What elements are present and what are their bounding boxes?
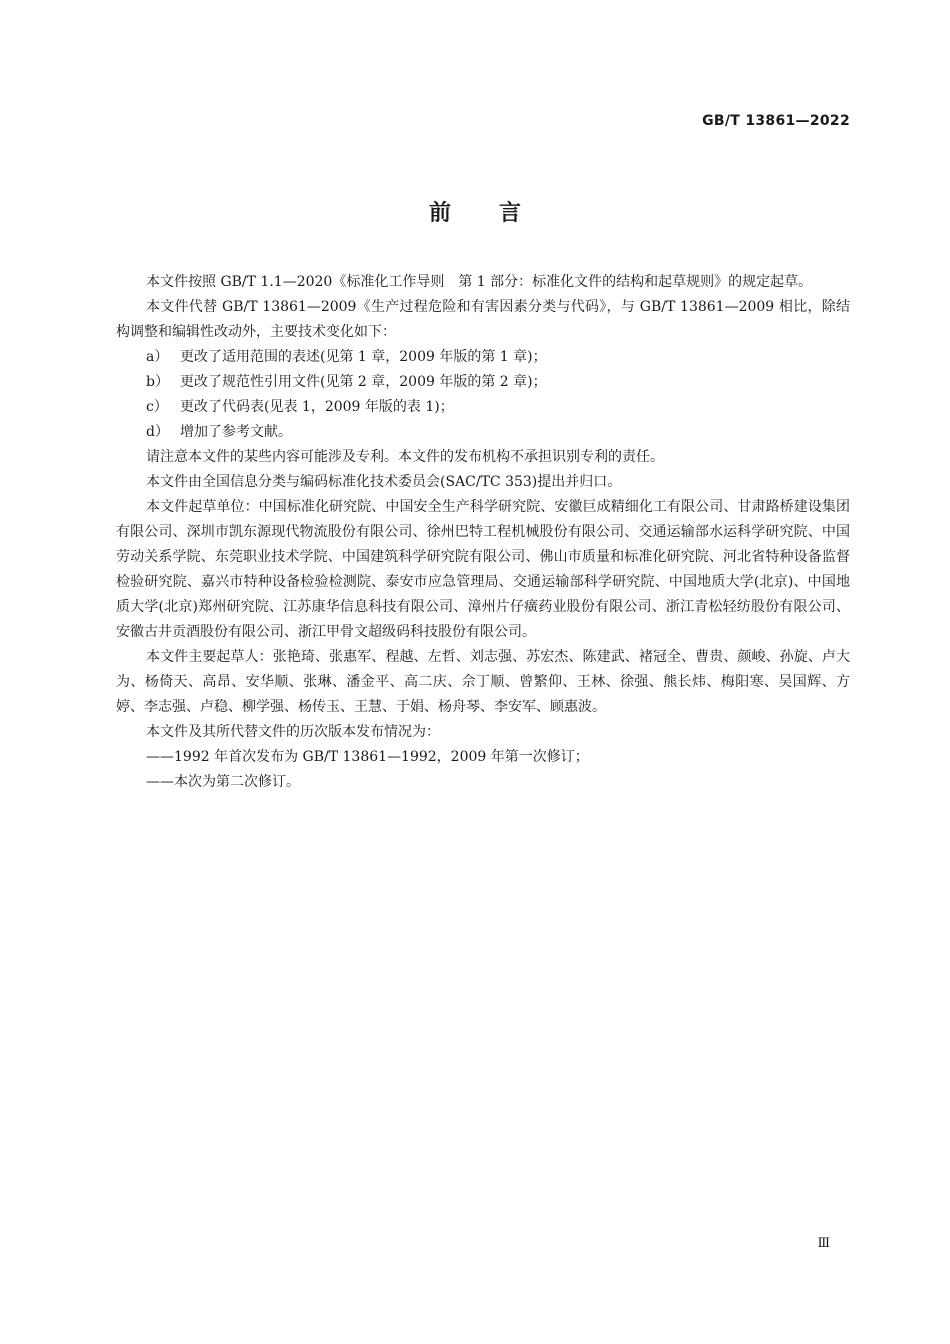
standard-code: GB/T 13861—2022 <box>702 113 850 129</box>
paragraph-drafters: 本文件主要起草人：张艳琦、张惠军、程越、左哲、刘志强、苏宏杰、陈建武、褚冠全、曹贵、颜峻、孙旋、卢大为、杨倚天、高昂、安华顺、张琳、潘金平、高二庆、佘丁顺、曾繁仰、王林、徐强、熊长炜、梅阳寒、吴国辉、方婷、李志强、卢稳、柳学强、杨传玉、王慧、于娟、杨舟琴、李安军、顾惠波。 <box>116 649 850 715</box>
list-item <box>116 345 850 370</box>
history-item: ——本次为第二次修订。 <box>146 774 300 790</box>
list-item-text: 更改了适用范围的表述(见第 1 章，2009 年版的第 1 章)； <box>180 349 547 365</box>
list-item-text: 更改了代码表(见表 1，2009 年版的表 1)； <box>180 399 454 415</box>
list-item-text: 更改了规范性引用文件(见第 2 章，2009 年版的第 2 章)； <box>180 374 547 390</box>
paragraph-committee: 本文件由全国信息分类与编码标准化技术委员会(SAC/TC 353)提出并归口。 <box>146 474 622 490</box>
list-marker: b） <box>146 374 169 390</box>
paragraph-replacement: 本文件代替 GB/T 13861—2009《生产过程危险和有害因素分类与代码》，与 GB/T 13861—2009 相比，除结构调整和编辑性改动外，主要技术变化如下： <box>116 299 850 340</box>
list-marker: d） <box>146 424 169 440</box>
paragraph-drafting-rules: 本文件按照 GB/T 1.1—2020《标准化工作导则 第 1 部分：标准化文件的结构和起草规则》的规定起草。 <box>146 274 813 290</box>
paragraph-patent-notice: 请注意本文件的某些内容可能涉及专利。本文件的发布机构不承担识别专利的责任。 <box>146 449 664 465</box>
document-body <box>116 270 850 795</box>
paragraph-history-intro: 本文件及其所代替文件的历次版本发布情况为： <box>146 724 440 740</box>
list-item <box>116 370 850 395</box>
list-item <box>116 395 850 420</box>
history-item: ——1992 年首次发布为 GB/T 13861—1992，2009 年第一次修订； <box>146 749 589 765</box>
list-item-text: 增加了参考文献。 <box>180 424 292 440</box>
list-marker: a） <box>146 349 169 365</box>
list-item <box>116 420 850 445</box>
page-number: Ⅲ <box>817 1236 830 1251</box>
page-title: 前言 <box>428 201 569 226</box>
paragraph-drafting-units: 本文件起草单位：中国标准化研究院、中国安全生产科学研究院、安徽巨成精细化工有限公司、甘肃路桥建设集团有限公司、深圳市凯东源现代物流股份有限公司、徐州巴特工程机械股份有限公司、交通运输部水运科学研究院、中国劳动关系学院、东莞职业技术学院、中国建筑科学研究院有限公司、佛山市质量和标准化研究院、河北省特种设备监督检验研究院、嘉兴市特种设备检验检测院、泰安市应急管理局、交通运输部科学研究院、中国地质大学(北京)、中国地质大学(北京)郑州研究院、江苏康华信息科技有限公司、漳州片仔癀药业股份有限公司、浙江青松轻纺股份有限公司、安徽古井贡酒股份有限公司、浙江甲骨文超级码科技股份有限公司。 <box>116 499 850 640</box>
list-marker: c） <box>146 399 168 415</box>
